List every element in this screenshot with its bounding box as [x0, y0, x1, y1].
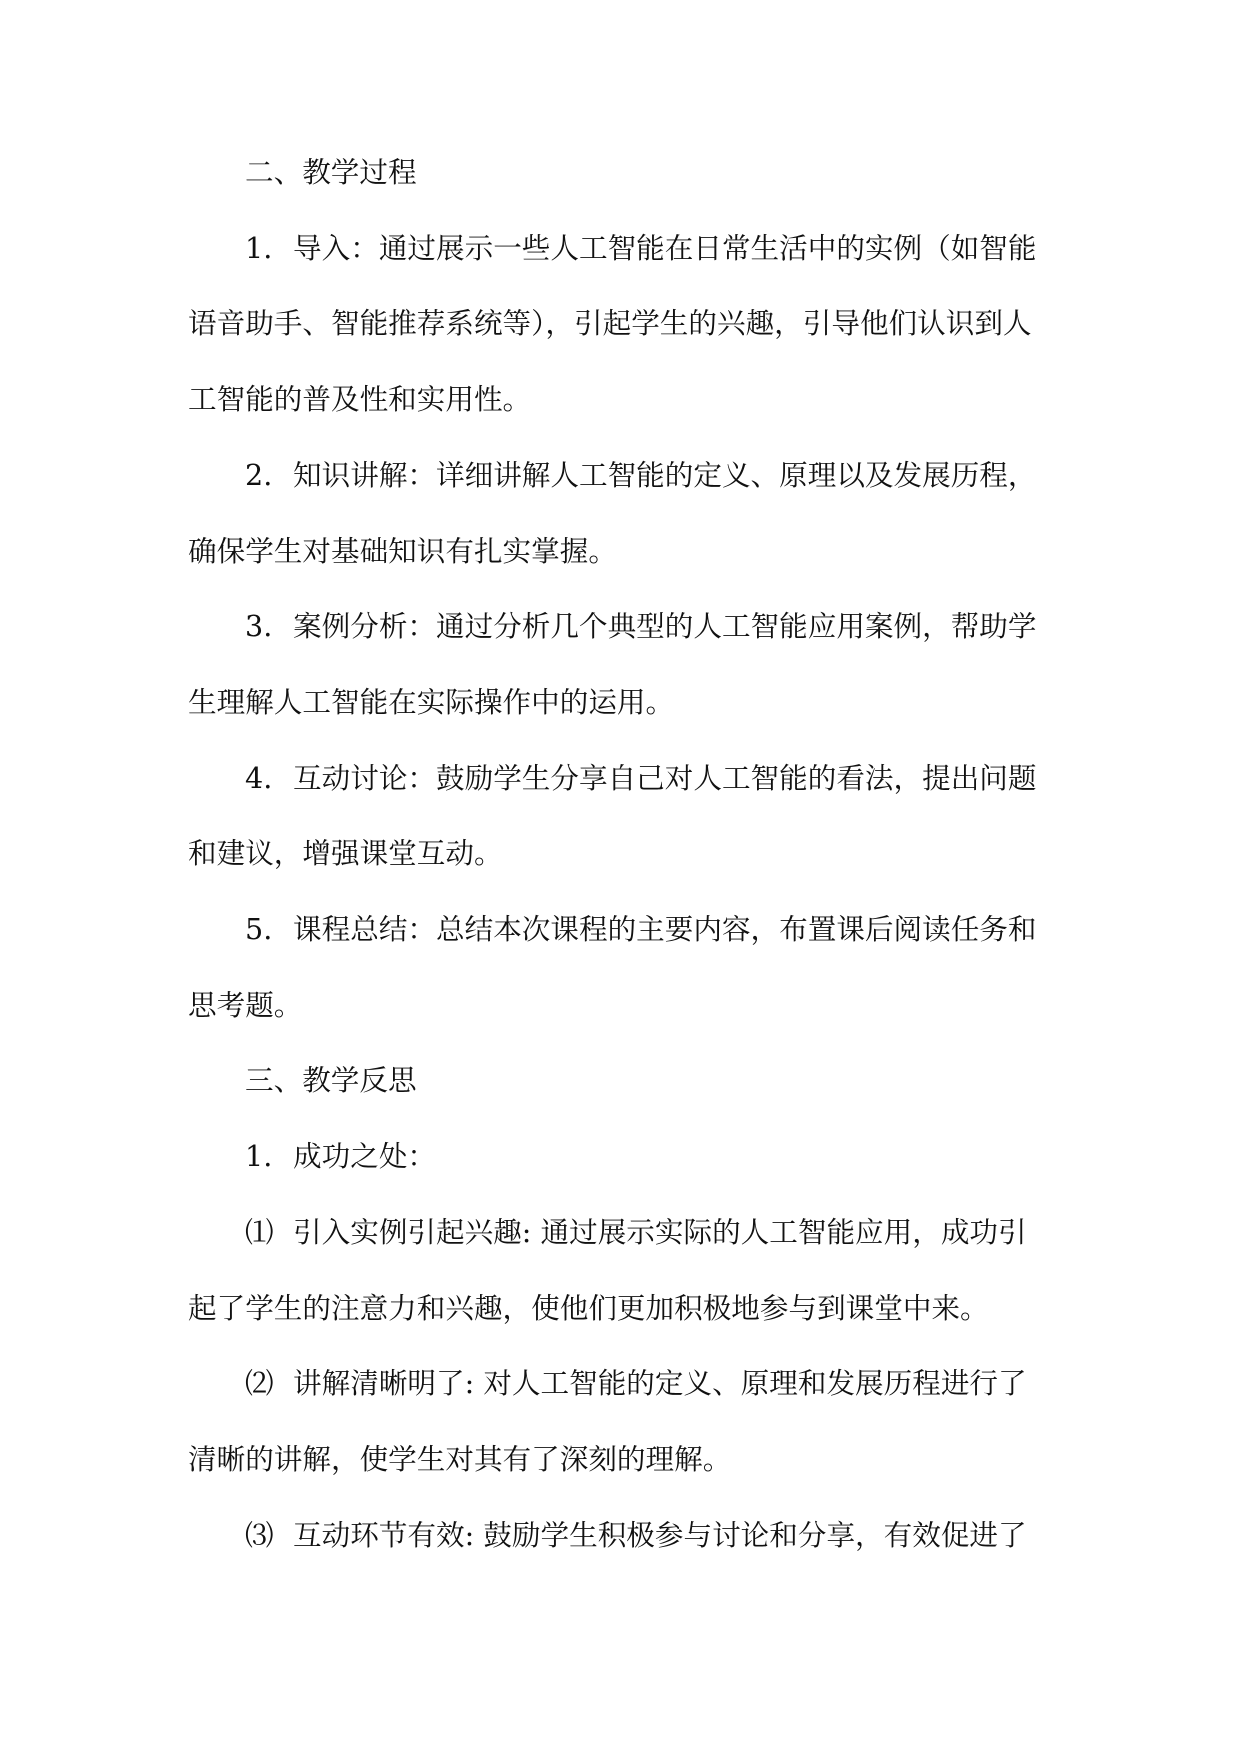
- list-marker: ⑶: [245, 1517, 274, 1552]
- line-text: 生理解人工智能在实际操作中的运用。: [188, 684, 675, 719]
- line-text: 语音助手、智能推荐系统等），引起学生的兴趣，引导他们认识到人: [188, 306, 1032, 341]
- paragraph-line: [188, 379, 531, 419]
- line-text: 案例分析：通过分析几个典型的人工智能应用案例，帮助学: [293, 609, 1037, 644]
- line-text: 清晰的讲解，使学生对其有了深刻的理解。: [188, 1441, 732, 1476]
- line-text: 引入实例引起兴趣: 通过展示实际的人工智能应用，成功引: [293, 1214, 1027, 1249]
- list-marker: 4.: [245, 760, 273, 795]
- line-text: 成功之处：: [293, 1139, 437, 1174]
- line-text: 互动环节有效: 鼓励学生积极参与讨论和分享，有效促进了: [293, 1517, 1027, 1552]
- paragraph-line: [188, 1288, 989, 1328]
- paragraph-first-line: [245, 228, 1037, 268]
- paragraph-first-line: [245, 606, 1037, 646]
- line-text: 讲解清晰明了: 对人工智能的定义、原理和发展历程进行了: [293, 1366, 1027, 1401]
- paragraph-first-line: [245, 1515, 1027, 1555]
- list-marker: ⑵: [245, 1366, 274, 1401]
- list-marker: ⑴: [245, 1214, 274, 1249]
- paragraph-line: [188, 682, 674, 722]
- line-text: 互动讨论：鼓励学生分享自己对人工智能的看法，提出问题: [293, 760, 1037, 795]
- paragraph-first-line: [245, 1363, 1027, 1403]
- line-text: 和建议，增强课堂互动。: [188, 836, 503, 871]
- list-marker: 1.: [245, 230, 273, 265]
- line-text: 课程总结：总结本次课程的主要内容，布置课后阅读任务和: [293, 912, 1037, 946]
- paragraph-first-line: [245, 1212, 1027, 1252]
- line-text: 导入：通过展示一些人工智能在日常生活中的实例（如智能: [293, 230, 1037, 265]
- line-text: 知识讲解：详细讲解人工智能的定义、原理以及发展历程，: [293, 457, 1037, 492]
- paragraph-line: [188, 833, 503, 873]
- paragraph-line: [188, 303, 1032, 343]
- paragraph-line: [188, 531, 617, 571]
- line-text: 思考题。: [188, 987, 303, 1022]
- paragraph-line: [188, 1439, 731, 1479]
- list-marker: 2.: [245, 457, 273, 492]
- paragraph-first-line: [245, 909, 1037, 949]
- paragraph-first-line: [245, 1136, 436, 1176]
- line-text: 起了学生的注意力和兴趣，使他们更加积极地参与到课堂中来。: [188, 1290, 989, 1325]
- paragraph-first-line: [245, 758, 1037, 798]
- list-marker: 1.: [245, 1139, 273, 1174]
- paragraph-line: [188, 985, 302, 1025]
- line-text: 三、教学反思: [245, 1063, 417, 1098]
- paragraph-first-line: [245, 152, 417, 192]
- list-marker: 5.: [245, 912, 273, 946]
- list-marker: 3.: [245, 609, 273, 644]
- line-text: 二、教学过程: [245, 155, 417, 189]
- line-text: 工智能的普及性和实用性。: [188, 382, 532, 417]
- paragraph-first-line: [245, 1060, 417, 1100]
- paragraph-first-line: [245, 455, 1037, 495]
- line-text: 确保学生对基础知识有扎实掌握。: [188, 533, 617, 568]
